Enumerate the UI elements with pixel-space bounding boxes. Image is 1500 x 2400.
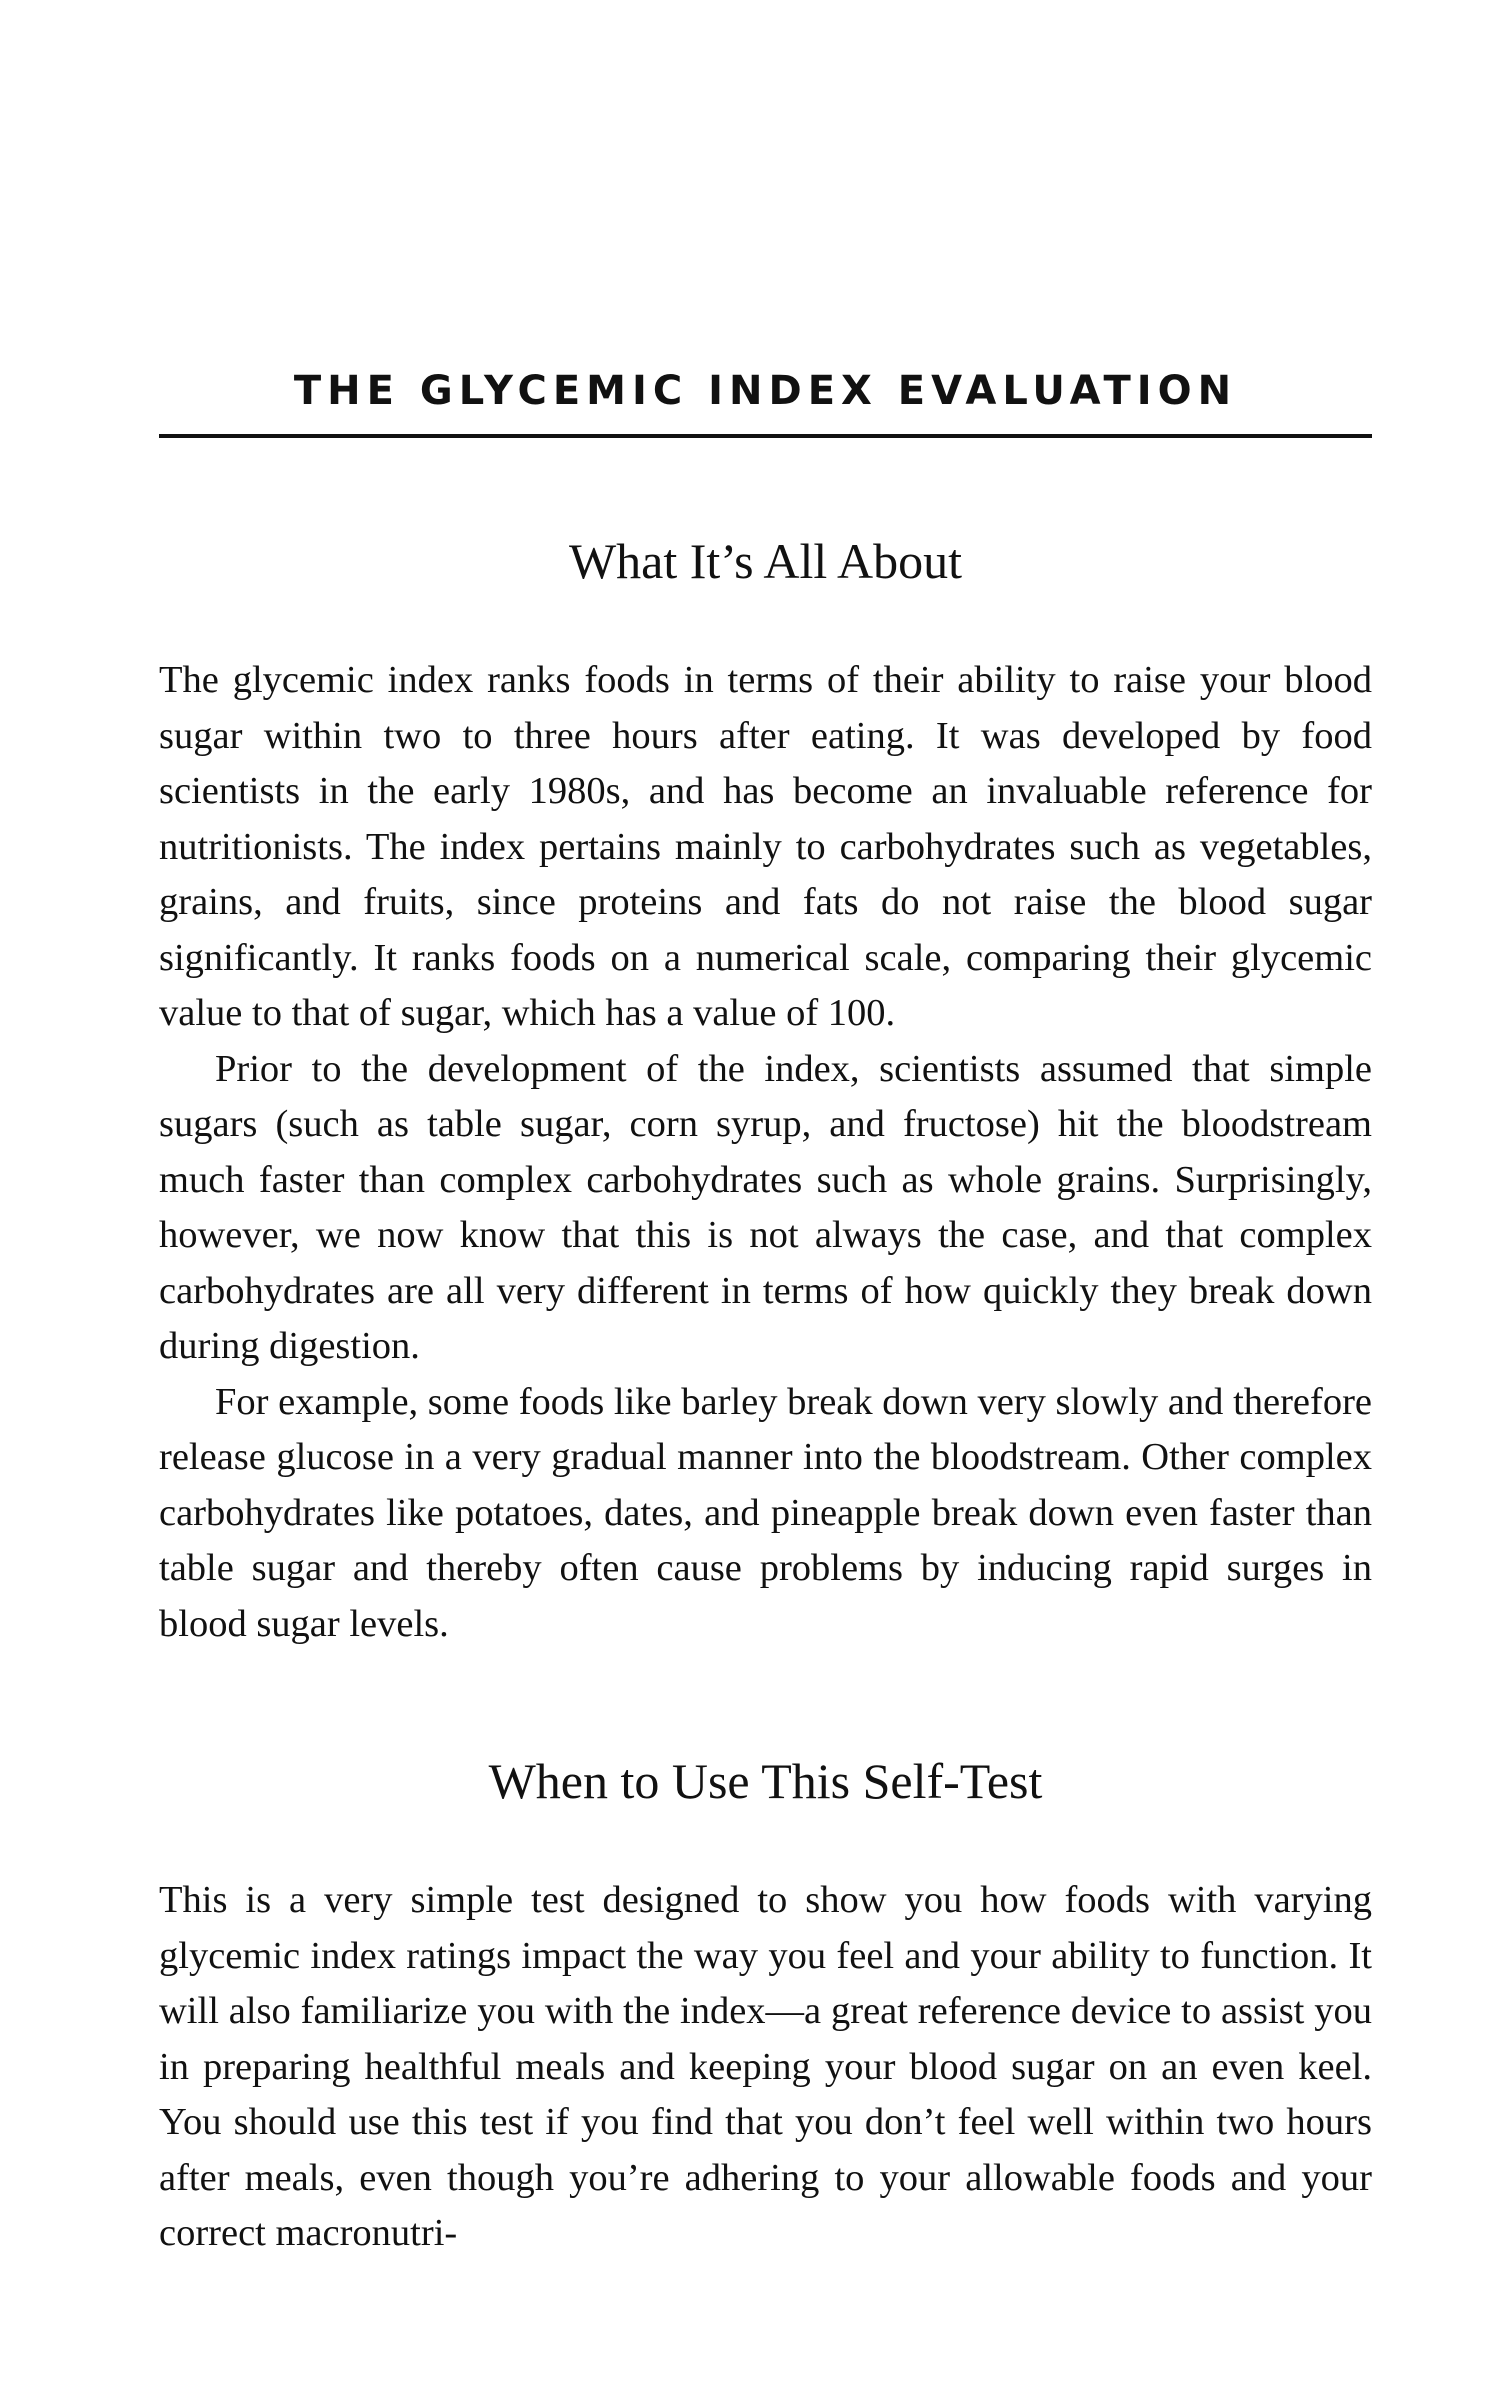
paragraph: The glycemic index ranks foods in terms of their ability to raise your blood sugar within two to three hours after eating. It was developed by food scientists in the early 1980s, and has become an invaluable reference for nutritionists. The index pertains mainly to carbohydrates such as vegetables, grains, and fruits, since proteins and fats do not raise the blood sugar significantly. It ranks foods on a numerical scale, comparing their glycemic value to that of sugar, which has a value of 100. bbox=[159, 659, 1372, 1034]
header-rule bbox=[159, 434, 1372, 438]
section-heading: What It’s All About bbox=[568, 533, 963, 589]
paragraph: Prior to the development of the index, scientists assumed that simple sugars (such as table sugar, corn syrup, and fructose) hit the bloodstream much faster than complex carbohydrates such as whole grains. Surprisingly, however, we now know that this is not always the case, and that complex carbohydrates are all very different in terms of how quickly they break down during digestion. bbox=[159, 1047, 1372, 1367]
section-body bbox=[159, 1873, 1372, 2262]
section-heading: When to Use This Self-Test bbox=[488, 1753, 1043, 1809]
section-body bbox=[159, 653, 1372, 1652]
paragraph: For example, some foods like barley break down very slowly and therefore release glucose in a very gradual manner into the bloodstream. Other complex carbohydrates like potatoes, dates, and pineapple break down even faster than table sugar and thereby often cause problems by inducing rapid surges in blood sugar levels. bbox=[159, 1380, 1372, 1645]
paragraph: This is a very simple test designed to show you how foods with varying glycemic index ratings impact the way you feel and your ability to function. It will also familiarize you with the index—a great reference device to assist you in preparing healthful meals and keeping your blood sugar on an even keel. You should use this test if you find that you don’t feel well within two hours after meals, even though you’re adhering to your allowable foods and your correct macronutri- bbox=[159, 1879, 1372, 2254]
running-head: THE GLYCEMIC INDEX EVALUATION bbox=[293, 368, 1238, 414]
